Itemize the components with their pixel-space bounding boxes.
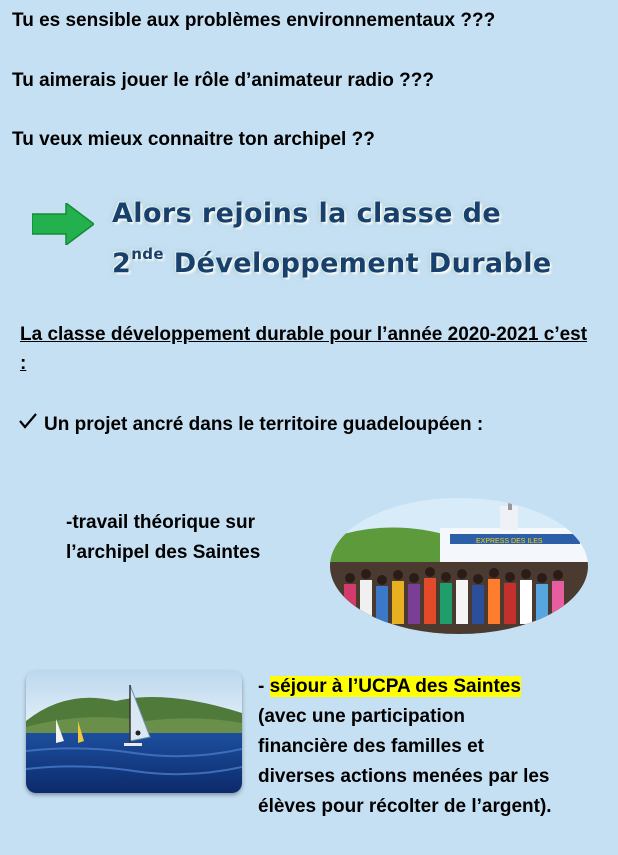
- question-radio: Tu aimerais jouer le rôle d’animateur radio ???: [12, 70, 434, 91]
- stay-text: [258, 672, 552, 822]
- bullet-item: [18, 412, 483, 436]
- work-line-1: -travail théorique sur: [66, 512, 255, 533]
- ferry-crowd-photo: [330, 498, 588, 634]
- green-arrow-icon: [32, 203, 94, 245]
- work-line-2: l’archipel des Saintes: [66, 542, 261, 563]
- question-archipelago: Tu veux mieux connaitre ton archipel ??: [12, 129, 375, 150]
- callout-line-2: [112, 245, 552, 279]
- bullet-text: Un projet ancré dans le territoire guadeloupéen :: [44, 414, 484, 435]
- section-heading: La classe développement durable pour l’année 2020-2021 c’est :: [20, 324, 588, 374]
- boat-name: EXPRESS DES ILES: [476, 538, 543, 545]
- stay-line-1: [258, 672, 552, 702]
- stay-line-4: diverses actions menées par les: [258, 766, 550, 787]
- work-text: [66, 508, 260, 568]
- stay-highlight: séjour à l’UCPA des Saintes: [269, 676, 521, 697]
- class-name: Développement Durable: [163, 248, 552, 279]
- stay-line-3: financière des familles et: [258, 736, 484, 757]
- class-level: 2: [112, 248, 132, 279]
- checkmark-icon: [18, 412, 38, 436]
- question-environment: Tu es sensible aux problèmes environnementaux ???: [12, 10, 496, 31]
- stay-dash: -: [258, 676, 270, 697]
- stay-line-2: (avec une participation: [258, 706, 465, 727]
- callout-line-1: Alors rejoins la classe de: [112, 198, 502, 229]
- stay-line-5: élèves pour récolter de l’argent).: [258, 796, 552, 817]
- class-level-superscript: nde: [131, 245, 164, 263]
- windsurf-photo: [26, 671, 242, 793]
